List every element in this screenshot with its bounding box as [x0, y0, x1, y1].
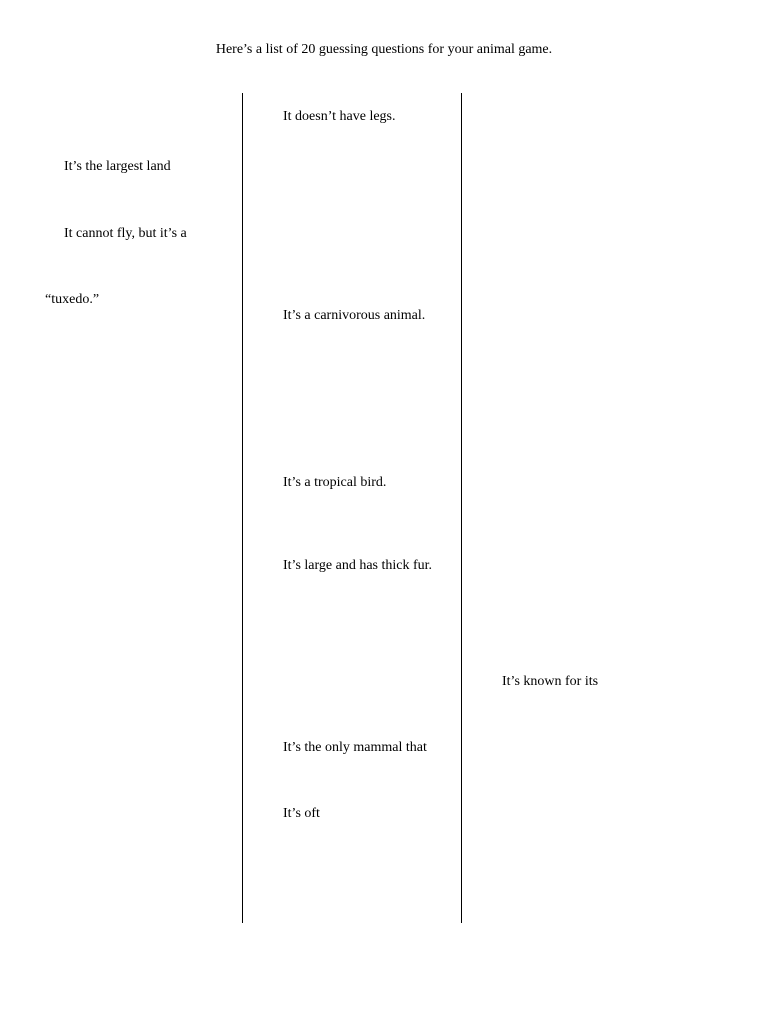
middle-column-line: It’s a carnivorous animal. [283, 308, 426, 323]
right-column-line: It’s known for its [502, 674, 599, 689]
middle-column-line: It’s a tropical bird. [283, 475, 387, 490]
left-column-line: “tuxedo.” [45, 292, 100, 307]
left-column-line: It cannot fly, but it’s a [64, 226, 187, 241]
column-divider-left [242, 93, 243, 923]
column-divider-right [461, 93, 462, 923]
middle-column-line: It’s oft [283, 806, 320, 821]
document-heading: Here’s a list of 20 guessing questions for your animal game. [215, 42, 553, 57]
middle-column-line: It’s the only mammal that [283, 740, 427, 755]
middle-column-line: It’s large and has thick fur. [283, 558, 433, 573]
middle-column-line: It doesn’t have legs. [283, 109, 396, 124]
left-column-line: It’s the largest land [64, 159, 171, 174]
